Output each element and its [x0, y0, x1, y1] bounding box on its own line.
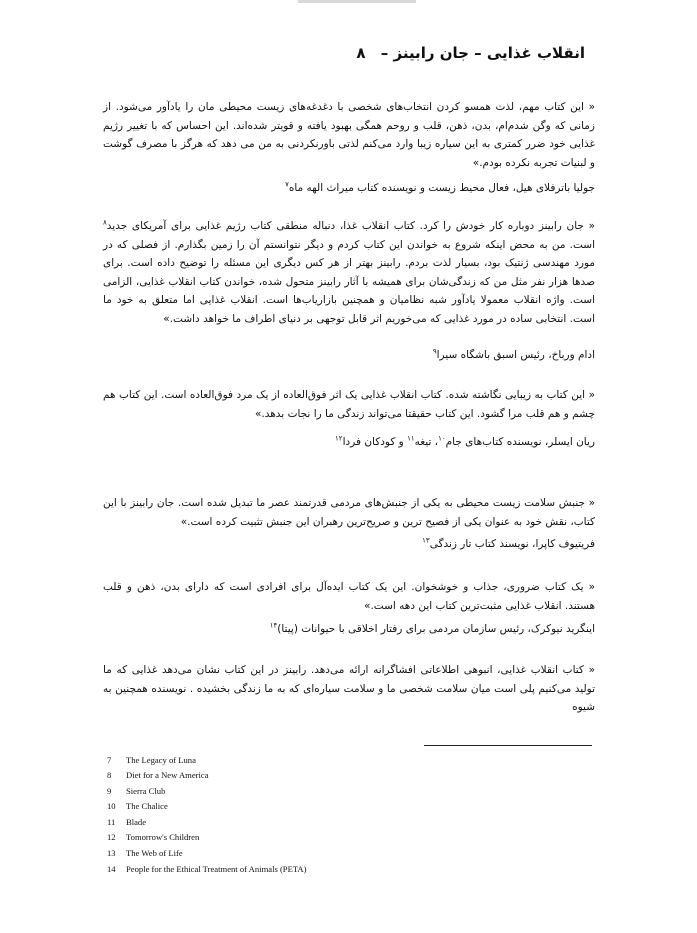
footnote-separator	[424, 745, 592, 746]
footnote: 11 Blade	[107, 817, 147, 827]
top-edge-bar	[298, 0, 416, 3]
footnote-ref: ۱۱	[407, 434, 415, 443]
footnote: 8 Diet for a New America	[107, 770, 209, 780]
footnote: 9 Sierra Club	[107, 786, 166, 796]
footnote-ref: ۱۰	[438, 434, 446, 443]
footnote: 7 The Legacy of Luna	[107, 755, 196, 765]
footnote: 13 The Web of Life	[107, 848, 183, 858]
endorsement-quote: « این کتاب مهم، لذت همسو کردن انتخاب‌های شخصی با دغدغه‌های زیست محیطی مان را یادآور می‌شود. از زمانی که وگن شدم‌ام، بدن، ذهن، قلب و روحم همگی بهبود یافته و قویتر شده‌اند. این احساس که با تغییر رژیم غذایی خود ضرر کمتری به این سیاره زیبا وارد می‌کنم لذتی باورنکردنی به من می دهد که هرگز با مصرف گوشت و لبنیات تجربه نکرده بودم.»	[103, 101, 595, 169]
footnote-ref: ۷	[285, 180, 289, 189]
footnote-ref: ۸	[103, 218, 107, 227]
endorsement-attribution: فریتیوف کاپرا، نویسند کتاب تار زندگی$^{۱۳}$	[422, 536, 595, 550]
endorsement-attribution: جولیا باترفلای هیل، فعال محیط زیست و نویسنده کتاب میراث الهه ماه$^۷$	[285, 180, 595, 194]
header-dash: –	[380, 44, 389, 62]
footnote: 10 The Chalice	[107, 801, 168, 811]
endorsement-quote: « یک کتاب ضروری، جذاب و خوشخوان. این یک کتاب ایده‌آل برای افرادی است که دارای بدن، ذهن و قلب هستند. انقلاب غذایی مثبت‌ترین کتاب این دهه است.»	[103, 581, 595, 612]
footnote: 12 Tomorrow's Children	[107, 832, 200, 842]
running-title: انقلاب غذایی – جان رابینز	[393, 44, 585, 62]
endorsement-attribution: ادام ورباخ، رئیس اسبق باشگاه سیرا$^۹$	[432, 347, 595, 361]
endorsement-quote: « کتاب انقلاب غذایی، انبوهی اطلاعاتی افشاگرانه ارائه می‌دهد. رابینز در این کتاب نشان می‌دهد غذایی که ما تولید می‌کنیم پلی است میان سلامت شخصی ما و سلامت سیاره‌ای که به ما زندگی بخشیده . نویسنده همچنین به شیوه	[103, 664, 595, 714]
endorsement-quote: « این کتاب به زیبایی نگاشته شده. کتاب انقلاب غذایی یک اثر فوق‌العاده از یک مرد فوق‌العاده است. این کتاب هم چشم و هم قلب مرا گشود. این کتاب حقیقتا می‌تواند زندگی ما را نجات بدهد.»	[103, 389, 595, 420]
endorsement-attribution: اینگرید نیوکرک، رئیس سازمان مردمی برای رفتار اخلاقی با حیوانات (پیتا)$^{۱۴}$	[269, 621, 595, 635]
footnote: 14 People for the Ethical Treatment of Animals (PETA)	[107, 864, 307, 874]
endorsement-attribution: ریان ایسلر، نویسنده کتاب‌های جام$^{۱۰}$، تیغه$^{۱۱}$ و کودکان فردا$^{۱۲}$	[335, 434, 595, 448]
footnote-ref: ۱۴	[269, 621, 278, 630]
endorsement-quote: « جان رابینز دوباره کار خودش را کرد. کتاب انقلاب غذا، دنباله منطقی کتاب رژیم غذایی برای آمریکای جدید$^۸$ است. من به محض اینکه شروع به خواندن این کتاب کردم و دیگر نتوانستم آن را زمین بگذارم. از فصلی که در مورد مهندسی ژنتیک بود، بسیار لذت بردم. رابینز بهتر از هر کس دیگری این مسئله را توضیح داده است. برای صدها هزار نفر مثل من که زندگی‌شان برای همیشه با آثار رابینز متحول شده، خواندن کتاب انقلاب غذایی، الزامی است. واژه انقلاب معمولا یادآور شبه نظامیان و همچنین بازاریاب‌ها است. انقلاب غذایی اما متعلق به خود ما است. انتخابی ساده در مورد غذایی که می‌خوریم اثر قابل توجهی بر دنیای اطراف ما خواهد داشت.»	[103, 218, 595, 325]
footnote-ref: ۱۳	[422, 536, 430, 545]
page-number: ۸	[356, 44, 366, 62]
endorsement-quote: « جنبش سلامت زیست محیطی به یکی از جنبش‌های مردمی قدرتمند عصر ما تبدیل شده است. جان رابینز با این کتاب، نقش خود به عنوان یکی از فصیح ترین و صریح‌ترین رهبران این جنبش تثبیت کرده است.»	[103, 497, 595, 528]
footnote-ref: ۹	[432, 347, 437, 356]
page-header	[356, 44, 585, 62]
footnote-ref: ۱۲	[335, 434, 343, 443]
